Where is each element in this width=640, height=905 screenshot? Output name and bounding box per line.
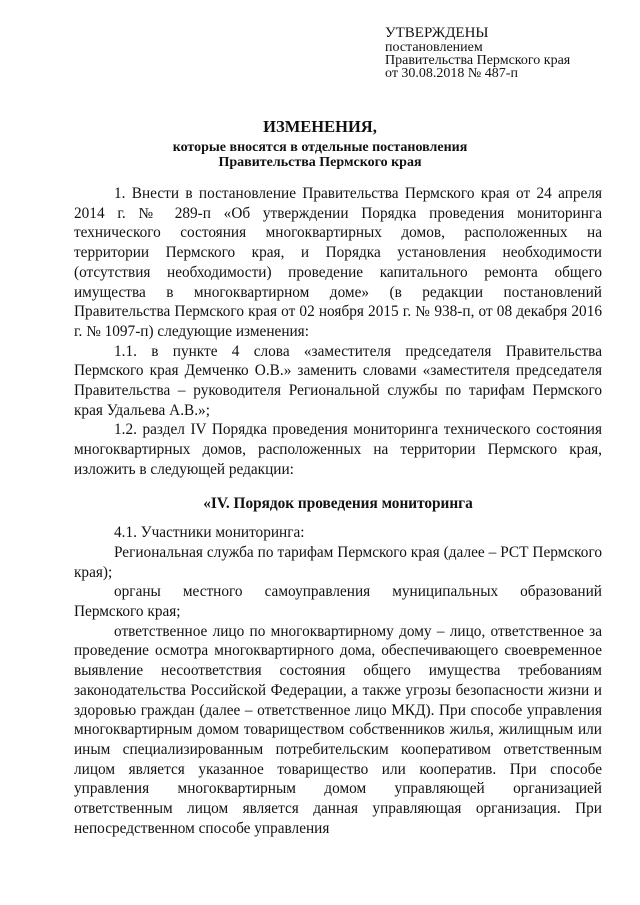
paragraph-participant-rst: Региональная служба по тарифам Пермского края (далее – РСТ Пермского края);	[74, 543, 602, 581]
subtitle-line: которые вносятся в отдельные постановления	[172, 140, 468, 155]
paragraph-responsible-person: ответственное лицо по многоквартирному дому – лицо, ответственное за проведение осмотра многоквартирного дома, обеспечивающего своевременное выявление несоответствия состояния общего имущества требованиям законодательства Российской Федерации, а также угрозы безопасности жизни и здоровью граждан (далее – ответственное лицо МКД). При способе управления многоквартирным домом товариществом собственников жилья, жилищным или иным специализированным потребительским кооперативом ответственным лицом является указанное товарищество или кооператив. При способе управления многоквартирным домом управляющей организацией ответственным лицом является данная управляющая организация. При непосредственном способе управления	[74, 622, 602, 837]
paragraph-4-1: 4.1. Участники мониторинга:	[114, 524, 305, 542]
paragraph-1-1: 1.1. в пункте 4 слова «заместителя председателя Правительства Пермского края Демченко О.В.» заменить словами «заместителя председателя Правительства – руководителя Региональной службы по тарифам Пермского края Удальева А.В.»;	[74, 342, 602, 419]
paragraph-1: 1. Внести в постановление Правительства Пермского края от 24 апреля 2014 г. № 289-п «Об утверждении Порядка проведения мониторинга технического состояния многоквартирных домов, расположенных на территории Пермского края, и Порядка установления необходимости (отсутствия необходимости) проведение капитального ремонта общего имущества в многоквартирном доме» (в редакции постановлений Правительства Пермского края от 02 ноября 2015 г. № 938-п, от 08 декабря 2016 г. № 1097-п) следующие изменения:	[74, 185, 602, 340]
approval-heading: УТВЕРЖДЕНЫ	[385, 25, 489, 41]
approval-line: постановлением	[385, 40, 483, 55]
subtitle-line: Правительства Пермского края	[218, 155, 422, 170]
section-heading: «IV. Порядок проведения мониторинга	[203, 494, 473, 512]
paragraph-participant-local: органы местного самоуправления муниципальных образований Пермского края;	[74, 583, 602, 621]
paragraph-1-2: 1.2. раздел IV Порядка проведения мониторинга технического состояния многоквартирных домов, расположенных на территории Пермского края, изложить в следующей редакции:	[74, 421, 602, 478]
approval-line: Правительства Пермского края	[385, 53, 571, 68]
approval-stamp	[385, 26, 625, 80]
document-body	[74, 184, 602, 839]
document-subtitle	[0, 140, 640, 170]
approval-date-line: от 30.08.2018 № 487-п	[385, 66, 518, 81]
document-title: ИЗМЕНЕНИЯ,	[263, 117, 377, 136]
